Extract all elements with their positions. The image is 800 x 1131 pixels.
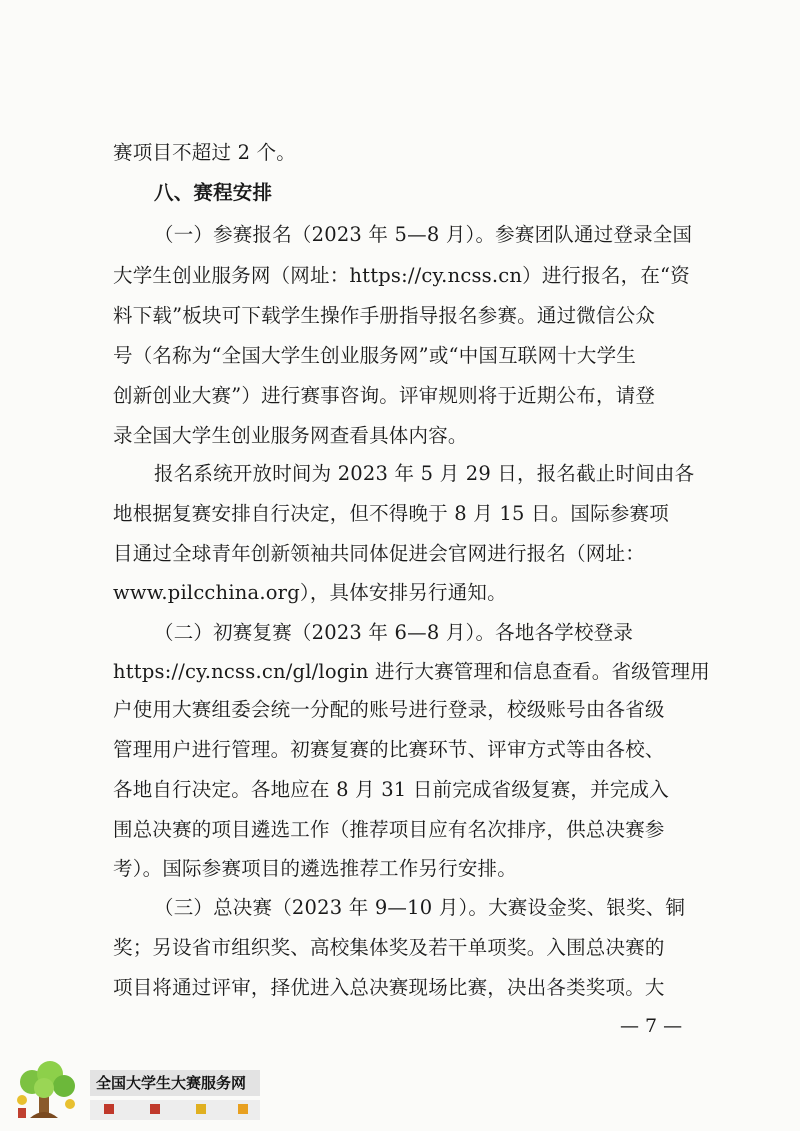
text-line: 围总决赛的项目遴选工作（推荐项目应有名次排序，供总决赛参: [113, 818, 665, 841]
text-line: （一）参赛报名（2023 年 5—8 月）。参赛团队通过登录全国: [154, 223, 693, 246]
text-line: 大学生创业服务网（网址：https://cy.ncss.cn）进行报名，在“资: [113, 264, 690, 287]
text-line: 管理用户进行管理。初赛复赛的比赛环节、评审方式等由各校、: [113, 738, 665, 761]
text-line: 目通过全球青年创新领袖共同体促进会官网进行报名（网址：: [113, 542, 645, 565]
text-line: 项目将通过评审，择优进入总决赛现场比赛，决出各类奖项。大: [113, 976, 665, 999]
watermark-title: 全国大学生大赛服务网: [90, 1070, 260, 1096]
text-line: 奖；另设省市组织奖、高校集体奖及若干单项奖。入围总决赛的: [113, 936, 665, 959]
text-line: 地根据复赛安排自行决定，但不得晚于 8 月 15 日。国际参赛项: [113, 502, 669, 525]
text-line: www.pilcchina.org），具体安排另行通知。: [113, 581, 507, 604]
chip-icon: [150, 1104, 160, 1114]
text-line: 创新创业大赛”）进行赛事咨询。评审规则将于近期公布，请登: [113, 384, 656, 407]
chip-icon: [238, 1104, 248, 1114]
page-number: — 7 —: [620, 1015, 683, 1037]
text-line: 报名系统开放时间为 2023 年 5 月 29 日，报名截止时间由各: [154, 462, 695, 485]
text-line: 赛项目不超过 2 个。: [113, 141, 297, 164]
chip-icon: [196, 1104, 206, 1114]
text-line: 料下载”板块可下载学生操作手册指导报名参赛。通过微信公众: [113, 304, 656, 327]
text-line: https://cy.ncss.cn/gl/login 进行大赛管理和信息查看。省级管理用: [113, 660, 710, 683]
watermark-chip-bar: [90, 1100, 260, 1120]
chip-icon: [104, 1104, 114, 1114]
tree-logo-icon: [10, 1056, 80, 1126]
text-line: 录全国大学生创业服务网查看具体内容。: [113, 424, 468, 447]
text-line: （二）初赛复赛（2023 年 6—8 月）。各地各学校登录: [154, 621, 634, 644]
text-line: 各地自行决定。各地应在 8 月 31 日前完成省级复赛，并完成入: [113, 778, 669, 801]
text-line: 考）。国际参赛项目的遴选推荐工作另行安排。: [113, 857, 517, 880]
text-line: 户使用大赛组委会统一分配的账号进行登录，校级账号由各省级: [113, 698, 665, 721]
watermark-banner: [10, 1056, 260, 1126]
text-line: （三）总决赛（2023 年 9—10 月）。大赛设金奖、银奖、铜: [154, 896, 686, 919]
text-line: 号（名称为“全国大学生创业服务网”或“中国互联网十大学生: [113, 344, 637, 367]
section-heading: 八、赛程安排: [154, 181, 273, 204]
